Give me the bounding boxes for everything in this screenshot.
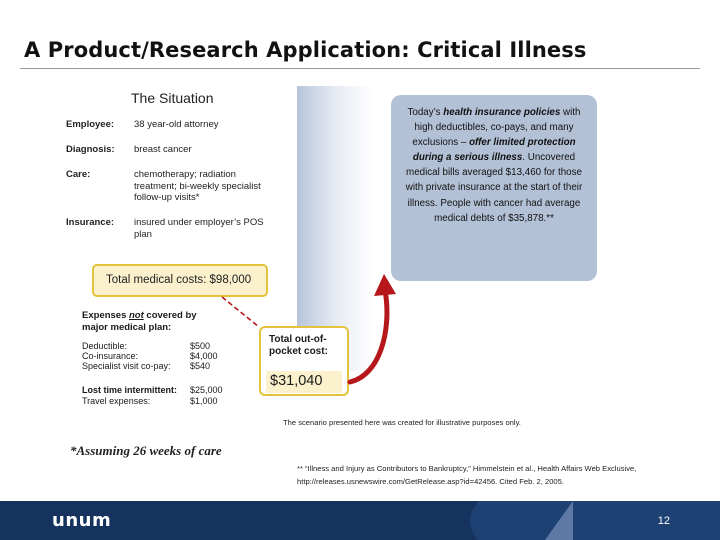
dashed-connector	[222, 297, 259, 327]
row-label: Diagnosis:	[66, 144, 115, 155]
row-label: Care:	[66, 169, 91, 180]
unum-logo: unum	[52, 510, 112, 531]
row-value: insured under employer’s POS plan	[134, 217, 264, 240]
expense-amount: $500	[190, 341, 211, 351]
care-assumption-note: *Assuming 26 weeks of care	[70, 443, 222, 458]
expense-amount: $25,000	[190, 385, 223, 395]
curved-arrow-head-icon	[374, 274, 396, 296]
row-value: chemotherapy; radiation treatment; bi-weekly specialist follow-up visits*	[134, 169, 261, 203]
footer-arc	[470, 501, 720, 540]
footer-wedge	[545, 501, 573, 540]
callout-text: Today’s	[407, 107, 444, 118]
curved-arrow-shaft	[350, 290, 387, 382]
expense-label: Specialist visit co-pay:	[82, 361, 171, 371]
total-medical-costs-box: Total medical costs: $98,000	[92, 264, 268, 297]
row-label: Insurance:	[66, 217, 115, 228]
row-value: 38 year-old attorney	[134, 119, 219, 130]
citation-footnote: ** “Illness and Injury as Contributors to Bankruptcy,” Himmelstein et al., Health Affairs Web Exclusive, http://releases.usnewswire.com/GetRelease.asp?id=42456. Cited Feb. 2, 2005.	[297, 464, 637, 486]
page-number: 12	[657, 515, 670, 527]
expense-label: Deductible:	[82, 341, 128, 351]
expenses-heading: Expenses not covered by major medical plan:	[82, 310, 197, 333]
situation-heading: The Situation	[131, 90, 214, 106]
out-of-pocket-value: $31,040	[266, 371, 342, 393]
row-label: Employee:	[66, 119, 115, 130]
expense-amount: $4,000	[190, 351, 218, 361]
out-of-pocket-label: Total out-of-pocket cost:	[269, 334, 328, 357]
row-value: breast cancer	[134, 144, 192, 155]
callout-emphasis: health insurance policies	[443, 107, 561, 118]
callout-text: . Uncovered medical bills averaged $13,460 for those with private insurance at the start of their illness. People with cancer had average medical debts of $35,878.**	[405, 152, 583, 224]
expense-amount: $540	[190, 361, 211, 371]
footer-bar	[0, 501, 720, 540]
scenario-disclaimer: The scenario presented here was created for illustrative purposes only.	[283, 418, 521, 427]
expense-label: Lost time intermittent:	[82, 385, 178, 395]
expense-label: Co-insurance:	[82, 351, 139, 361]
callout-text: with high deductibles, co-pays, and many exclusions –	[412, 107, 581, 149]
expense-label: Travel expenses:	[82, 396, 151, 406]
expense-amount: $1,000	[190, 396, 218, 406]
callout-emphasis: offer limited protection during a serious illness	[412, 137, 576, 164]
slide-title: A Product/Research Application: Critical Illness	[24, 38, 587, 62]
